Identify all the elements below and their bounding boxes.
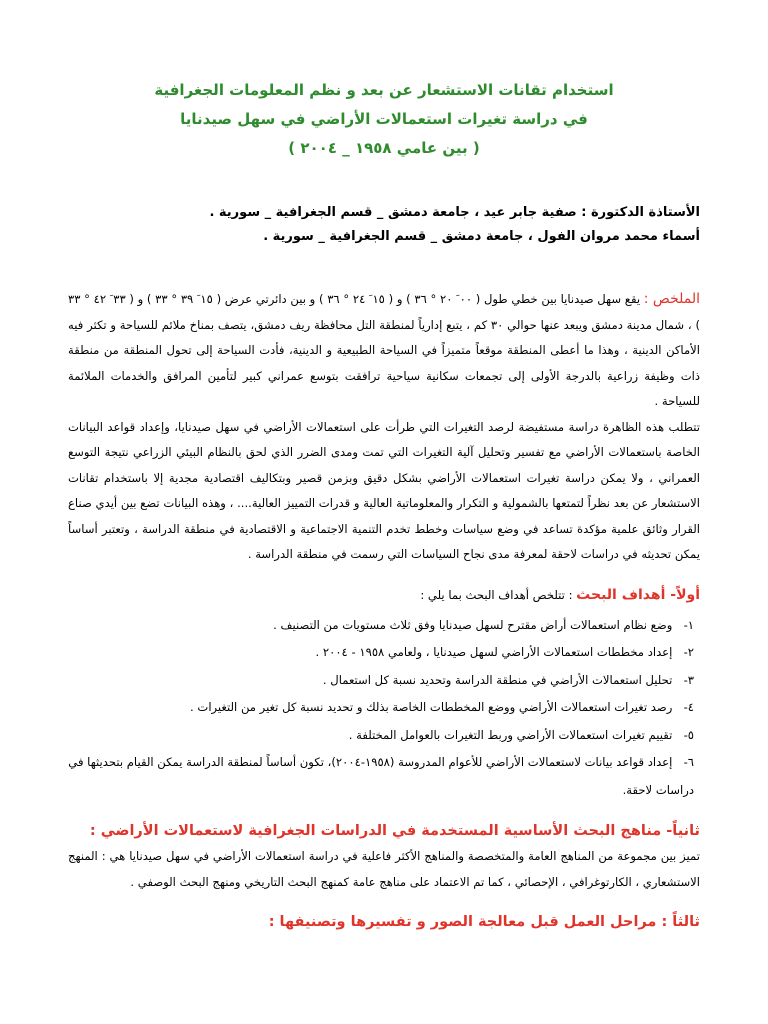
list-item-text: رصد تغيرات استعمالات الأراضي ووضع المخططات الخاصة بذلك و تحديد نسبة كل تغير من التغيرات . [190,700,673,714]
methods-paragraph: تميز بين مجموعة من المناهج العامة والمتخصصة والمناهج الأكثر فاعلية في دراسة استعمالات الأراضي في سهل صيدنايا هي : المنهج الاستشعاري ، الكارتوغرافي ، الإحصائي ، كما تم الاعتماد على مناهج عامة كمنهج البحث التاريخي ومنهج البحث الوصفي . [68,849,700,889]
author-line-1: الأستاذة الدكتورة : صفية جابر عيد ، جامعة دمشق _ قسم الجغرافية _ سورية . [209,205,700,220]
methods-heading [68,818,700,844]
list-item [68,749,694,804]
list-item [68,612,694,640]
objectives-intro: : تتلخص أهداف البحث بما يلي : [420,587,573,602]
list-item [68,667,694,695]
list-item-text: وضع نظام استعمالات أراض مقترح لسهل صيدنايا وفق ثلاث مستويات من التصنيف . [273,617,673,632]
list-item [68,694,694,722]
title-line-2: في دراسة تغيرات استعمالات الأراضي في سهل صيدنايا [180,110,588,128]
stages-heading [68,909,700,935]
abstract-paragraph-2: تتطلب هذه الظاهرة دراسة مستفيضة لرصد التغيرات التي طرأت على استعمالات الأراضي في سهل صيدنايا، وإعداد قواعد البيانات الخاصة باستعمالات الأراضي مع تفسير وتحليل آلية التغيرات التي تمت ومدى الضرر الذي لحق بالنظام البيئي الزراعي نتيجة التوسع العمراني ، ولا يمكن دراسة تغيرات استعمالات الأراضي بشكل دقيق وبزمن قصير وبتكاليف اقتصادية مجدية إلا باستخدام تقانات الاستشعار عن بعد نظراً لتمتعها بالشمولية و التكرار والمعلوماتية العالية و قدرات التمييز العالية.... ، وهذه البيانات تضع بين أيدي صناع القرار وثائق علمية مؤكدة تساعد في وضع سياسات وخطط تخدم التنمية الاجتماعية و الاقتصادية في منطقة الدراسة ، وتعتبر أساساً يمكن تحديثه في دراسات لاحقة لمعرفة مدى نجاح السياسات التي رسمت في منطقة الدراسة . [68,419,700,561]
abstract-paragraph-1 [68,287,700,415]
list-item-number: ٥- [683,727,694,742]
list-item-text: إعداد قواعد بيانات لاستعمالات الأراضي للأعوام المدروسة (١٩٥٨-٢٠٠٤)، تكون أساساً لمنطقة الدراسة يمكن القيام بتحديثها في دراسات لاحقة. [68,755,694,797]
list-item-number: ٤- [683,700,694,714]
list-item-number: ١- [683,617,694,632]
objectives-list [68,612,700,805]
author-line-2: أسماء محمد مروان الفول ، جامعة دمشق _ قسم الجغرافية _ سورية . [263,229,700,244]
list-item [68,639,694,667]
title-line-3: ( بين عامي ١٩٥٨ _ ٢٠٠٤ ) [288,139,480,157]
document-page [68,0,700,1024]
objectives-heading [68,582,700,608]
abstract-text-1: يقع سهل صيدنايا بين خطي طول ( ٠٠ َ ٢٠ ° ٣٦ ) و ( ١٥ َ ٢٤ ° ٣٦ ) و بين دائرتي عرض ( ١٥ َ ٣٩ ° ٣٣ ) و ( ٣٣ َ ٤٢ ° ٣٣ ) ، شمال مدينة دمشق ويبعد عنها حوالي ٣٠ كم ، يتبع إدارياً لمنطقة التل محافظة ريف دمشق، يتصف بمناخ ملائم للسياحة و تكثر فيه الأماكن الدينية ، وهذا ما أعطى المنطقة موقعاً متميزاً في السياحة الطبيعية و الدينية، فأدت السياحة إلى تحول المنطقة من منطقة ذات وظيفة زراعية بالدرجة الأولى إلى تجمعات سكانية سياحية ترافقت بتوسع عمراني كبير لتأمين المرافق والخدمات الملائمة للسياحة . [68,292,700,408]
list-item [68,722,694,750]
list-item-number: ٣- [683,672,694,687]
abstract-label: الملخص : [643,291,701,307]
list-item-number: ٢- [683,645,694,659]
list-item-text: تحليل استعمالات الأراضي في منطقة الدراسة وتحديد نسبة كل استعمال . [322,672,673,687]
objectives-title: أولاً- أهداف البحث [576,586,700,603]
list-item-number: ٦- [683,755,694,769]
authors-block [68,201,700,249]
list-item-text: تقييم تغيرات استعمالات الأراضي وربط التغيرات بالعوامل المختلفة . [348,727,673,742]
title-line-1: استخدام تقانات الاستشعار عن بعد و نظم المعلومات الجغرافية [154,81,614,99]
abstract-section [68,287,700,568]
stages-title: ثالثاً : مراحل العمل قبل معالجة الصور و تفسيرها وتصنيفها : [268,914,700,930]
title-block [68,76,700,163]
list-item-text: إعداد مخططات استعمالات الأراضي لسهل صيدنايا ، ولعامي ١٩٥٨ - ٢٠٠٤ . [315,645,673,659]
methods-title: ثانياً- مناهج البحث الأساسية المستخدمة في الدراسات الجغرافية لاستعمالات الأراضي : [89,823,700,839]
